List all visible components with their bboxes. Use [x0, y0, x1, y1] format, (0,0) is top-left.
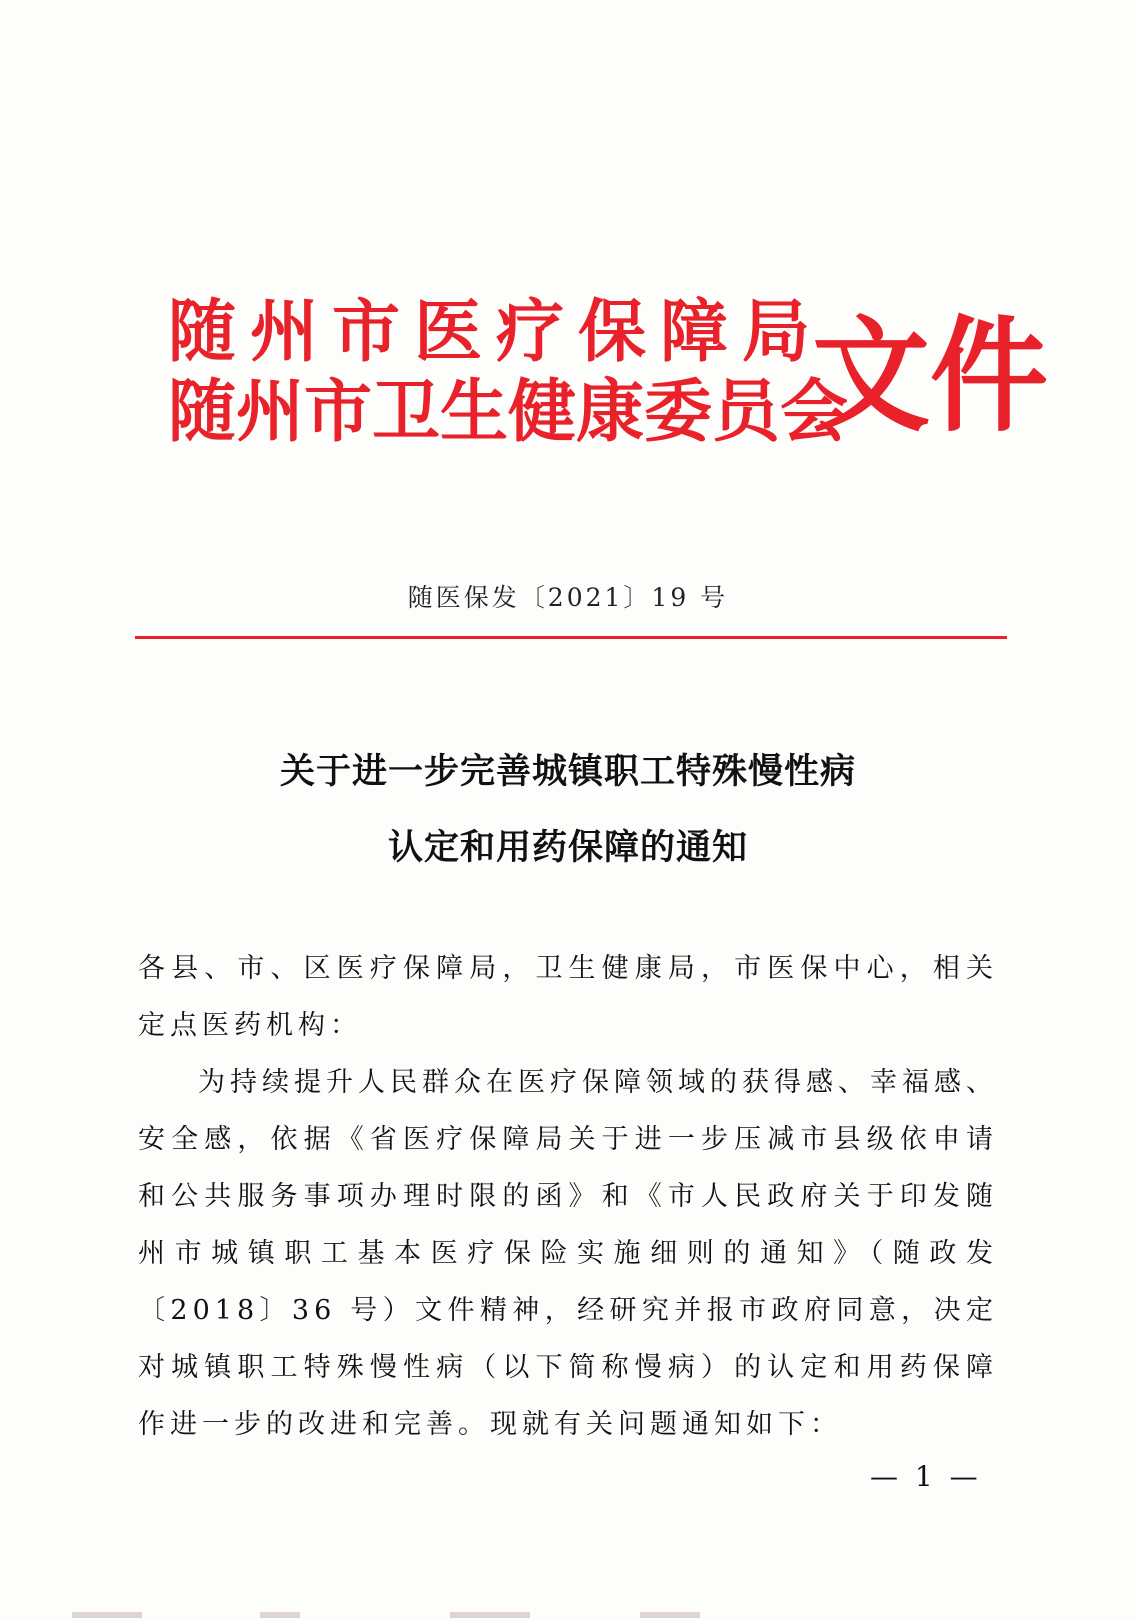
title-line-2: 认定和用药保障的通知 [387, 828, 748, 868]
red-divider-line [135, 636, 1007, 639]
document-suffix: 文件 [812, 302, 1049, 449]
salutation: 各县、市、区医疗保障局，卫生健康局，市医保中心，相关定点医药机构： [138, 953, 998, 1041]
issuer-line-2: 随州市卫生健康委员会 [168, 372, 849, 452]
page-number: — 1 — [870, 1460, 982, 1493]
title-line-1: 关于进一步完善城镇职工特殊慢性病 [279, 752, 856, 792]
document-body [138, 940, 998, 1453]
issuer-line-1: 随州市医疗保障局 [168, 292, 825, 372]
paragraph-1: 为持续提升人民群众在医疗保障领域的获得感、幸福感、安全感，依据《省医疗保障局关于进一步压减市县级依申请和公共服务事项办理时限的函》和《市人民政府关于印发随州市城镇职工基本医疗保险实施细则的通知》（随政发〔2018〕36 号）文件精神，经研究并报市政府同意，决定对城镇职工特殊慢性病（以下简称慢病）的认定和用药保障作进一步的改进和完善。现就有关问题通知如下： [138, 1067, 998, 1440]
document-number: 随医保发〔2021〕19 号 [407, 583, 729, 612]
scan-edge-marks [0, 1608, 1136, 1621]
